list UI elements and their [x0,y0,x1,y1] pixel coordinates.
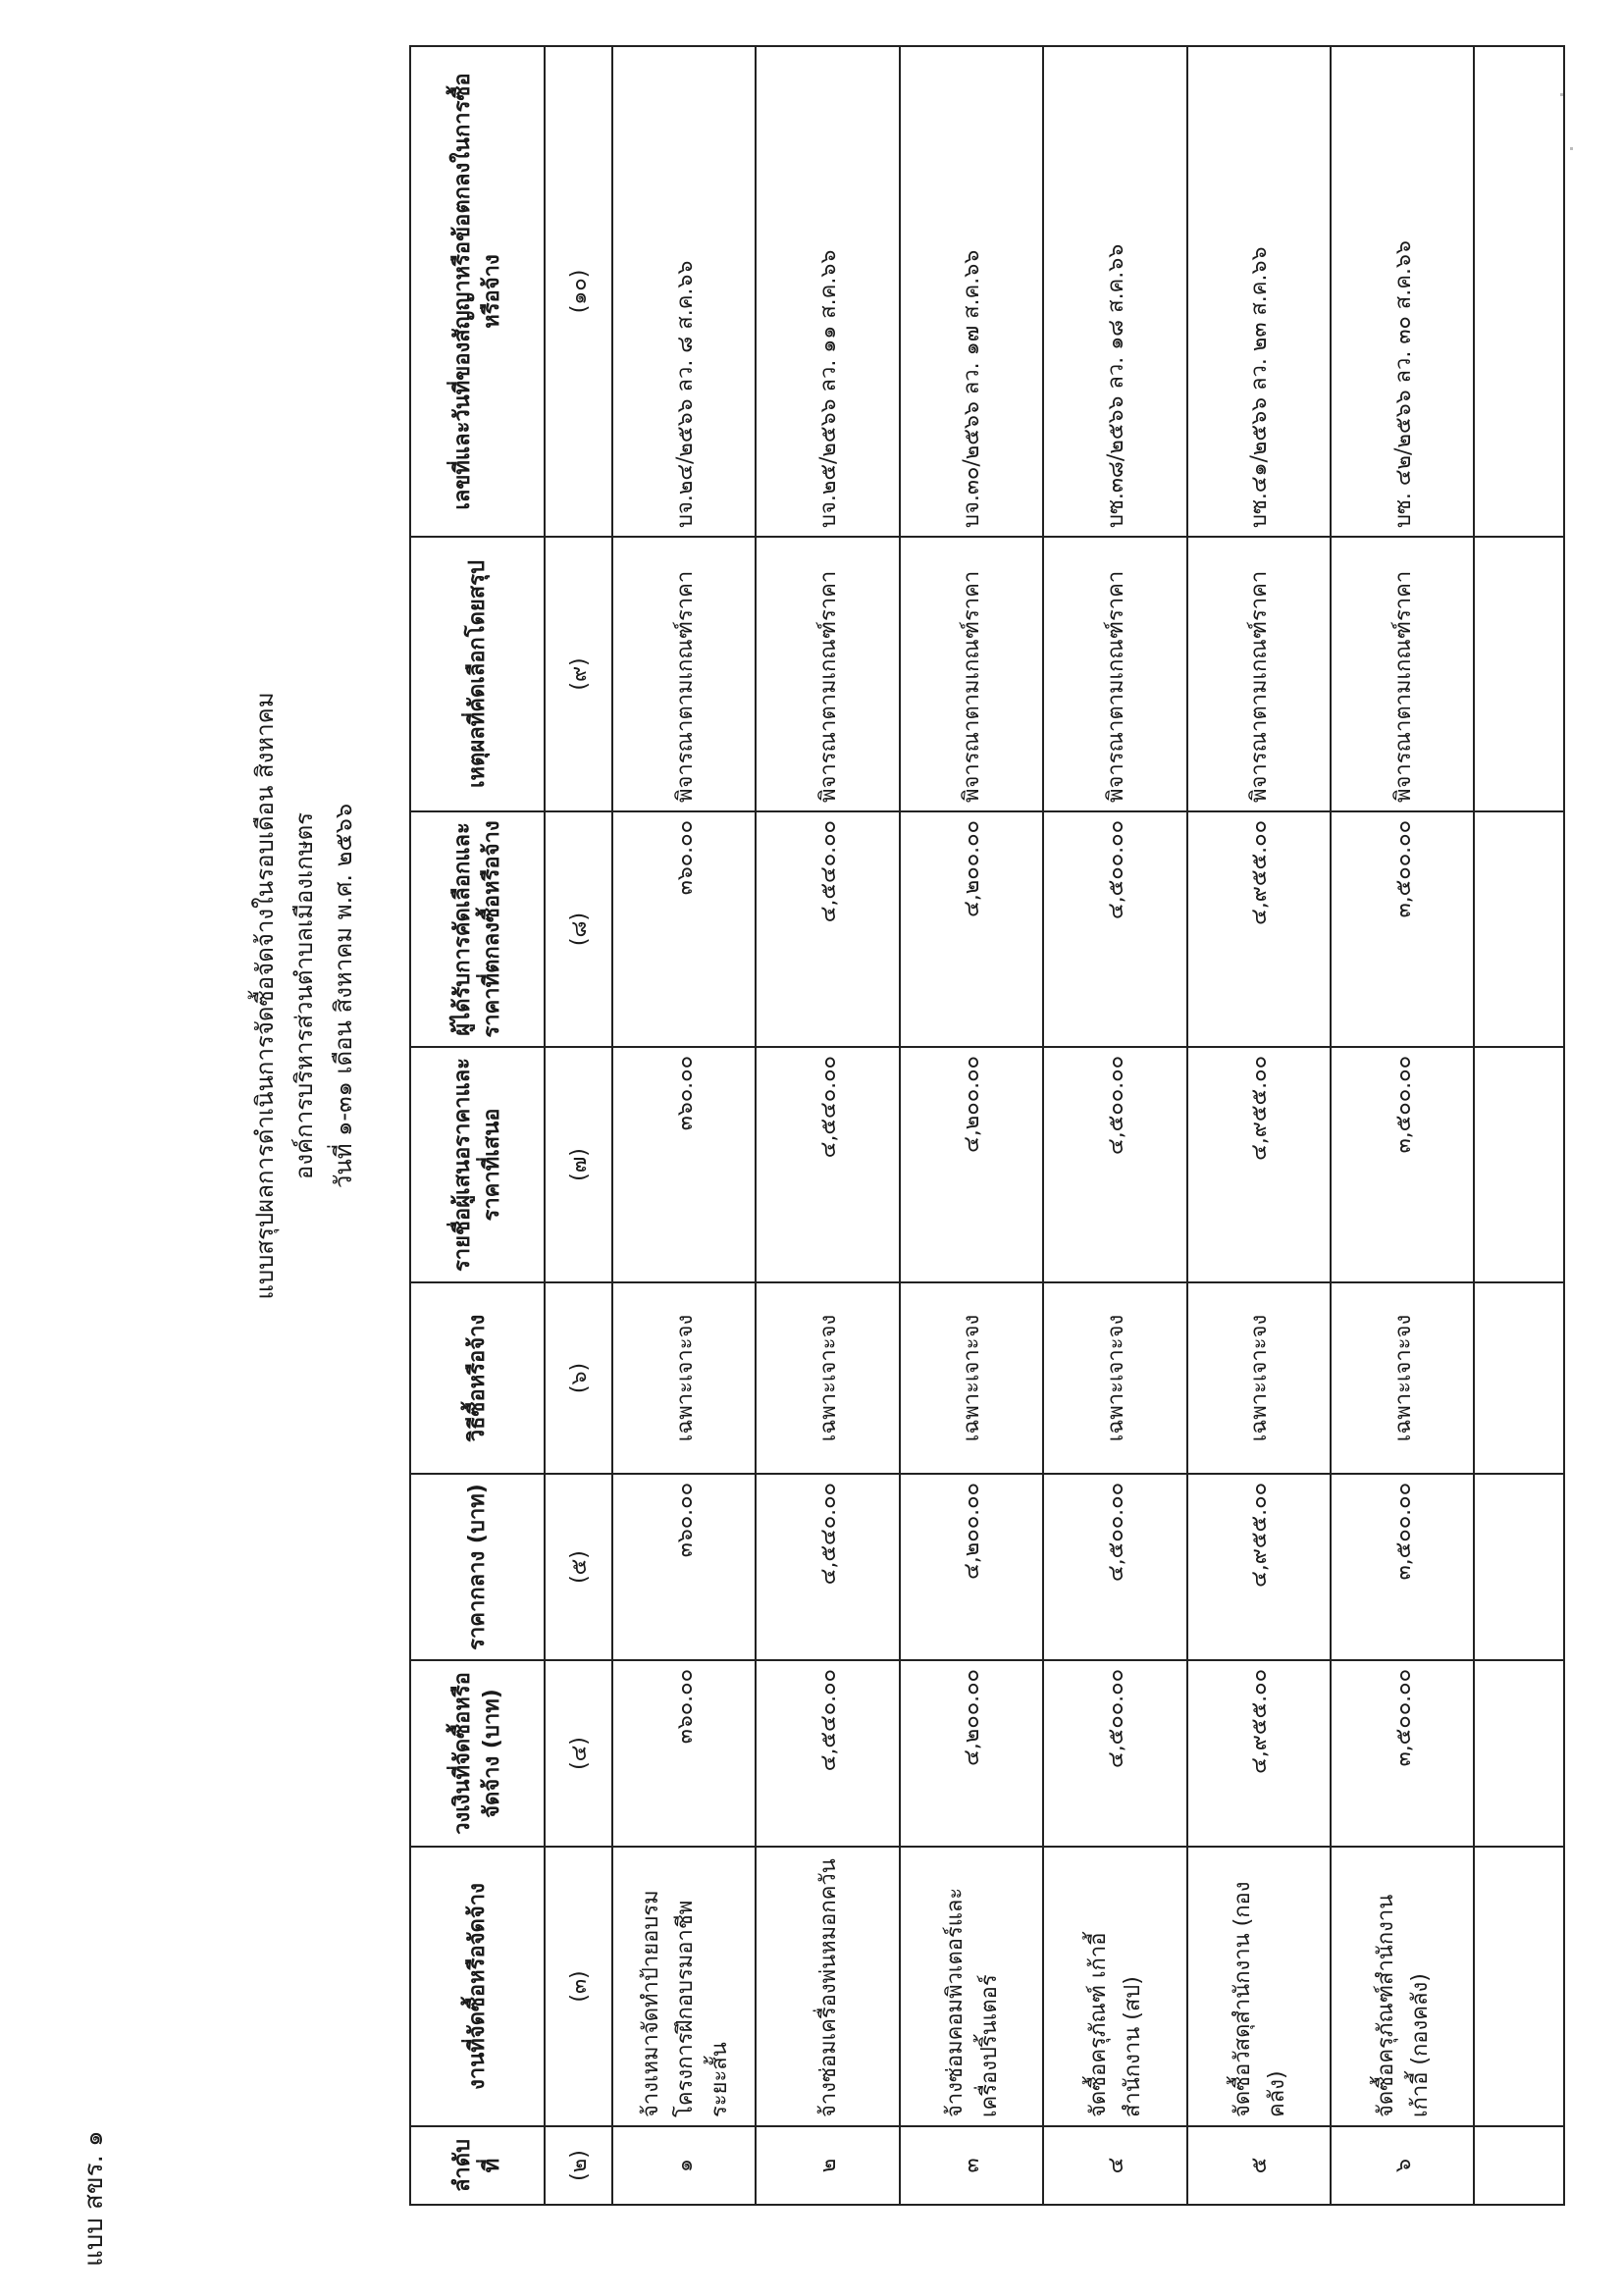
contract-number: บซ.๔๑/๒๕๖๖ ลว. ๒๓ ส.ค.๖๖ [1187,46,1331,537]
procurement-item: จ้างซ่อมเครื่องพ่นหมอกควัน [756,1847,899,2126]
procurement-method: เฉพาะเจาะจง [1043,1282,1186,1474]
row-number: ๖ [1331,2126,1474,2205]
table-row [1331,46,1474,2205]
budget-amount: ๓๖๐.๐๐ [612,1660,756,1847]
contract-number: บซ. ๔๒/๒๕๖๖ ลว. ๓๐ ส.ค.๖๖ [1331,46,1474,537]
table-row [1043,46,1186,2205]
column-number-row [545,46,612,2205]
row-number: ๔ [1043,2126,1186,2205]
bidder-price: ๓,๕๐๐.๐๐ [1331,1047,1474,1282]
column-number: (๒) [545,2126,612,2205]
reference-price: ๔,๒๐๐.๐๐ [900,1474,1043,1660]
procurement-summary-table [409,45,1565,2206]
empty-cell [1474,537,1564,811]
header-method: วิธีซื้อหรือจ้าง [410,1282,545,1474]
procurement-item: จ้างซ่อมคอมพิวเตอร์และเครื่องปริ้นเตอร์ [900,1847,1043,2126]
reference-price: ๔,๕๔๐.๐๐ [756,1474,899,1660]
column-number: (๖) [545,1282,612,1474]
form-code: แบบ สขร. ๑ [79,2130,109,2267]
bidder-price: ๓๖๐.๐๐ [612,1047,756,1282]
row-number: ๓ [900,2126,1043,2205]
header-budget: วงเงินที่จัดซื้อหรือจัดจ้าง (บาท) [410,1660,545,1847]
winner-price: ๔,๒๐๐.๐๐ [900,811,1043,1047]
procurement-item: จัดซื้อวัสดุสำนักงาน (กองคลัง) [1187,1847,1331,2126]
column-number: (๗) [545,1047,612,1282]
selection-reason: พิจารณาตามเกณฑ์ราคา [900,537,1043,811]
table-row [612,46,756,2205]
header-winner: ผู้ได้รับการคัดเลือกและราคาที่ตกลงซื้อหรือจ้าง [410,811,545,1047]
empty-cell [1474,1660,1564,1847]
winner-price: ๔,๕๐๐.๐๐ [1043,811,1186,1047]
empty-cell [1474,811,1564,1047]
header-contract: เลขที่และวันที่ของสัญญาหรือข้อตกลงในการซื้อหรือจ้าง [410,46,545,537]
table-row [756,46,899,2205]
row-number: ๑ [612,2126,756,2205]
row-number: ๕ [1187,2126,1331,2205]
document-title-block [245,677,363,1315]
winner-price: ๔,๕๔๐.๐๐ [756,811,899,1047]
row-number: ๒ [756,2126,899,2205]
procurement-method: เฉพาะเจาะจง [1187,1282,1331,1474]
empty-cell [1474,1474,1564,1660]
procurement-method: เฉพาะเจาะจง [756,1282,899,1474]
empty-cell [1474,1847,1564,2126]
contract-number: บจ.๒๕/๒๕๖๖ ลว. ๑๑ ส.ค.๖๖ [756,46,899,537]
selection-reason: พิจารณาตามเกณฑ์ราคา [1187,537,1331,811]
budget-amount: ๔,๙๕๕.๐๐ [1187,1660,1331,1847]
contract-number: บจ.๒๔/๒๕๖๖ ลว. ๘ ส.ค.๖๖ [612,46,756,537]
empty-cell [1474,2126,1564,2205]
report-date-range: วันที่ ๑-๓๑ เดือน สิงหาคม พ.ศ. ๒๕๖๖ [330,803,357,1189]
empty-cell [1474,1282,1564,1474]
header-mid-price: ราคากลาง (บาท) [410,1474,545,1660]
empty-cell [1474,46,1564,537]
budget-amount: ๔,๕๔๐.๐๐ [756,1660,899,1847]
procurement-item: จัดซื้อครุภัณฑ์สำนักงาน เก้าอี้ (กองคลัง) [1331,1847,1474,2126]
column-number: (๕) [545,1474,612,1660]
reference-price: ๓,๕๐๐.๐๐ [1331,1474,1474,1660]
contract-number: บซ.๓๘/๒๕๖๖ ลว. ๑๘ ส.ค.๖๖ [1043,46,1186,537]
column-number: (๑๐) [545,46,612,537]
winner-price: ๓๖๐.๐๐ [612,811,756,1047]
header-item: งานที่จัดซื้อหรือจัดจ้าง [410,1847,545,2126]
selection-reason: พิจารณาตามเกณฑ์ราคา [1331,537,1474,811]
bidder-price: ๔,๒๐๐.๐๐ [900,1047,1043,1282]
reference-price: ๓๖๐.๐๐ [612,1474,756,1660]
header-order: ลำดับที่ [410,2126,545,2205]
selection-reason: พิจารณาตามเกณฑ์ราคา [1043,537,1186,811]
column-number: (๓) [545,1847,612,2126]
column-number: (๙) [545,537,612,811]
selection-reason: พิจารณาตามเกณฑ์ราคา [756,537,899,811]
empty-row [1474,46,1564,2205]
selection-reason: พิจารณาตามเกณฑ์ราคา [612,537,756,811]
reference-price: ๔,๕๐๐.๐๐ [1043,1474,1186,1660]
procurement-method: เฉพาะเจาะจง [900,1282,1043,1474]
winner-price: ๔,๙๕๕.๐๐ [1187,811,1331,1047]
document-title: แบบสรุปผลการดำเนินการจัดซื้อจัดจ้างในรอบเดือน สิงหาคม [251,692,279,1300]
column-number: (๔) [545,1660,612,1847]
table-row [900,46,1043,2205]
procurement-item: จัดซื้อครุภัณฑ์ เก้าอี้สำนักงาน (สป) [1043,1847,1186,2126]
table-header-row [410,46,545,2205]
header-reason: เหตุผลที่คัดเลือกโดยสรุป [410,537,545,811]
reference-price: ๔,๙๕๕.๐๐ [1187,1474,1331,1660]
winner-price: ๓,๕๐๐.๐๐ [1331,811,1474,1047]
header-bidders: รายชื่อผู้เสนอราคาและราคาที่เสนอ [410,1047,545,1282]
organization-name: องค์การบริหารส่วนตำบลเมืองเกษตร [290,811,318,1180]
empty-cell [1474,1047,1564,1282]
contract-number: บจ.๓๐/๒๕๖๖ ลว. ๑๗ ส.ค.๖๖ [900,46,1043,537]
procurement-item: จ้างเหมาจัดทำป้ายอบรมโครงการฝึกอบรมอาชีพระยะสั้น [612,1847,756,2126]
budget-amount: ๓,๕๐๐.๐๐ [1331,1660,1474,1847]
bidder-price: ๔,๕๔๐.๐๐ [756,1047,899,1282]
budget-amount: ๔,๒๐๐.๐๐ [900,1660,1043,1847]
column-number: (๘) [545,811,612,1047]
bidder-price: ๔,๙๕๕.๐๐ [1187,1047,1331,1282]
table-row [1187,46,1331,2205]
procurement-method: เฉพาะเจาะจง [612,1282,756,1474]
procurement-method: เฉพาะเจาะจง [1331,1282,1474,1474]
bidder-price: ๔,๕๐๐.๐๐ [1043,1047,1186,1282]
budget-amount: ๔,๕๐๐.๐๐ [1043,1660,1186,1847]
